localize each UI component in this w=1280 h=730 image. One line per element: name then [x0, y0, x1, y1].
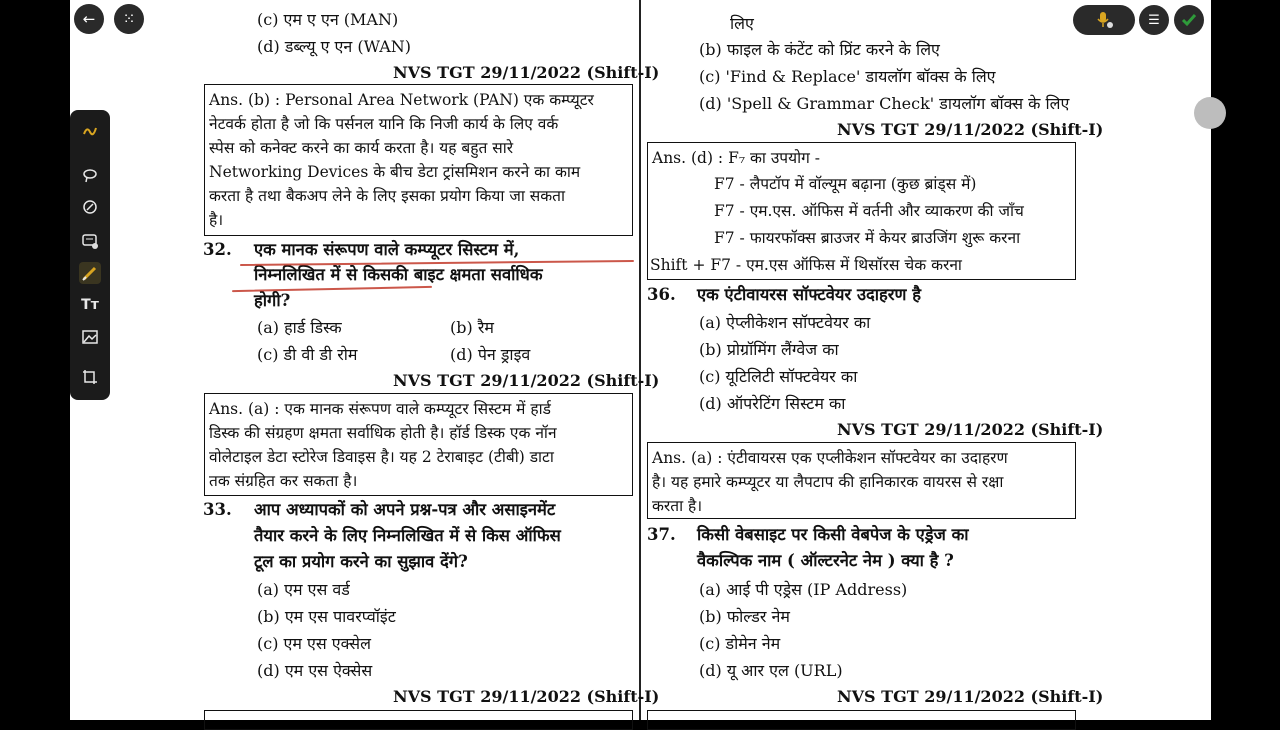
answer-line: है।: [209, 211, 224, 229]
option: (d) ऑपरेटिंग सिस्टम का: [699, 394, 846, 413]
option: (d) एम एस ऐक्सेस: [257, 661, 373, 680]
option: (c) एम एस एक्सेल: [257, 634, 371, 653]
annotation-toolbar: [70, 110, 110, 400]
image-icon[interactable]: [79, 326, 101, 348]
answer-box-partial: [204, 710, 633, 730]
answer-line: तक संग्रहित कर सकता है।: [209, 472, 358, 490]
answer-box-partial: [647, 710, 1076, 730]
answer-line: करता है तथा बैकअप लेने के लिए इसका प्रयोग किया जा सकता: [209, 187, 566, 205]
right-column: [641, 0, 1211, 720]
highlighter-icon[interactable]: [79, 262, 101, 284]
answer-line: है। यह हमारे कम्प्यूटर या लैपटाप की हानिकारक वायरस से रक्षा: [652, 473, 1004, 491]
answer-line: Ans. (d) : F₇ का उपयोग -: [652, 149, 821, 167]
source-label: NVS TGT 29/11/2022 (Shift-I): [837, 420, 1104, 439]
option: (b) रैम: [450, 318, 494, 337]
grid-menu-button[interactable]: [114, 4, 144, 34]
mic-pill-button[interactable]: [1073, 5, 1135, 35]
answer-line: F7 - फायरफॉक्स ब्राउजर में केयर ब्राउजिंग शुरू करना: [714, 229, 1021, 247]
question-text: एक मानक संरूपण वाले कम्प्यूटर सिस्टम में,: [254, 240, 520, 259]
answer-line: करता है।: [652, 497, 703, 515]
options-button[interactable]: [1139, 5, 1169, 35]
question-text: निम्नलिखित में से किसकी बाइट क्षमता सर्वाधिक: [254, 265, 543, 284]
option: (d) यू आर एल (URL): [699, 661, 843, 680]
answer-line: Ans. (a) : एंटीवायरस एक एप्लीकेशन सॉफ्टवेयर का उदाहरण: [652, 449, 1008, 467]
highlight-stroke: [232, 286, 432, 292]
question-text: आप अध्यापकों को अपने प्रश्न-पत्र और असाइनमेंट: [254, 500, 556, 519]
answer-line: Ans. (b) : Personal Area Network (PAN) एक कम्प्यूटर: [209, 91, 594, 109]
question-number: 32.: [203, 240, 232, 259]
option: (a) ऐप्लीकेशन सॉफ्टवेयर का: [699, 313, 871, 332]
answer-line: Shift + F7 - एम.एस ऑफिस में थिसॉरस चेक करना: [650, 256, 962, 274]
question-text: तैयार करने के लिए निम्नलिखित में से किस ऑफिस: [254, 526, 561, 545]
option: (a) हार्ड डिस्क: [257, 318, 342, 337]
status-button[interactable]: [1174, 5, 1204, 35]
option: (c) यूटिलिटी सॉफ्टवेयर का: [699, 367, 858, 386]
answer-line: वोलेटाइल डेटा स्टोरेज डिवाइस है। यह 2 टेराबाइट (टीबी) डाटा: [209, 448, 554, 466]
question-text: होगी?: [254, 291, 291, 310]
pen-icon[interactable]: [79, 120, 101, 142]
answer-line: F7 - लैपटॉप में वॉल्यूम बढ़ाना (कुछ ब्रांड्स में): [714, 175, 977, 193]
answer-box: [647, 142, 1076, 280]
source-label: NVS TGT 29/11/2022 (Shift-I): [393, 63, 660, 82]
answer-box: [647, 442, 1076, 519]
option: (d) 'Spell & Grammar Check' डायलॉग बॉक्स के लिए: [699, 94, 1070, 113]
question-text: एक एंटीवायरस सॉफ्टवेयर उदाहरण है: [697, 285, 921, 304]
source-label: NVS TGT 29/11/2022 (Shift-I): [837, 687, 1104, 706]
answer-line: Networking Devices के बीच डेटा ट्रांसमिशन करने का काम: [209, 163, 581, 181]
source-label: NVS TGT 29/11/2022 (Shift-I): [393, 687, 660, 706]
option: (d) पेन ड्राइव: [450, 345, 531, 364]
answer-line: F7 - एम.एस. ऑफिस में वर्तनी और व्याकरण की जाँच: [714, 202, 1024, 220]
option: (c) डोमेन नेम: [699, 634, 781, 653]
answer-line: नेटवर्क होता है जो कि पर्सनल यानि कि निजी कार्य के लिए वर्क: [209, 115, 559, 133]
grid-icon: ⁙: [122, 10, 136, 28]
option-tail: लिए: [730, 14, 754, 33]
source-label: NVS TGT 29/11/2022 (Shift-I): [837, 120, 1104, 139]
option-c-man: (c) एम ए एन (MAN): [257, 10, 399, 29]
question-text: किसी वेबसाइट पर किसी वेबपेज के एड्रेज का: [697, 525, 969, 544]
question-text: टूल का प्रयोग करने का सुझाव देंगे?: [254, 552, 468, 571]
answer-line: डिस्क की संग्रहण क्षमता सर्वाधिक होती है। हॉर्ड डिस्क एक नॉन: [209, 424, 557, 442]
option: (a) आई पी एड्रेस (IP Address): [699, 580, 908, 599]
question-number: 33.: [203, 500, 232, 519]
option: (b) फाइल के कंटेंट को प्रिंट करने के लिए: [699, 40, 940, 59]
option: (a) एम एस वर्ड: [257, 580, 350, 599]
back-arrow-icon: ←: [82, 10, 96, 28]
question-number: 36.: [647, 285, 676, 304]
back-button[interactable]: [74, 4, 104, 34]
mic-icon: [1093, 10, 1115, 30]
crop-icon[interactable]: [79, 366, 101, 388]
question-text: वैकल्पिक नाम ( ऑल्टरनेट नेम ) क्या है ?: [697, 551, 954, 570]
text-icon[interactable]: Tт: [81, 297, 99, 313]
note-icon[interactable]: [79, 230, 101, 252]
answer-line: Ans. (a) : एक मानक संरूपण वाले कम्प्यूटर सिस्टम में हार्ड: [209, 400, 551, 418]
answer-box: [204, 393, 633, 496]
left-column: [70, 0, 660, 720]
option: (b) प्रोग्रॉमिंग लैंग्वेज का: [699, 340, 839, 359]
menu-icon: ☰: [1148, 12, 1160, 28]
option: (b) एम एस पावरप्वॉइंट: [257, 607, 396, 626]
check-icon: [1180, 11, 1198, 29]
answer-box: [204, 84, 633, 236]
option: (b) फोल्डर नेम: [699, 607, 790, 626]
question-number: 37.: [647, 525, 676, 544]
option: (c) डी वी डी रोम: [257, 345, 358, 364]
side-handle-button[interactable]: [1194, 97, 1226, 129]
source-label: NVS TGT 29/11/2022 (Shift-I): [393, 371, 660, 390]
lasso-icon[interactable]: [79, 164, 101, 186]
option-d-wan: (d) डब्ल्यू ए एन (WAN): [257, 37, 412, 56]
option: (c) 'Find & Replace' डायलॉग बॉक्स के लिए: [699, 67, 996, 86]
eraser-icon[interactable]: [79, 196, 101, 218]
answer-line: स्पेस को कनेक्ट करने का कार्य करता है। यह बहुत सारे: [209, 139, 514, 157]
